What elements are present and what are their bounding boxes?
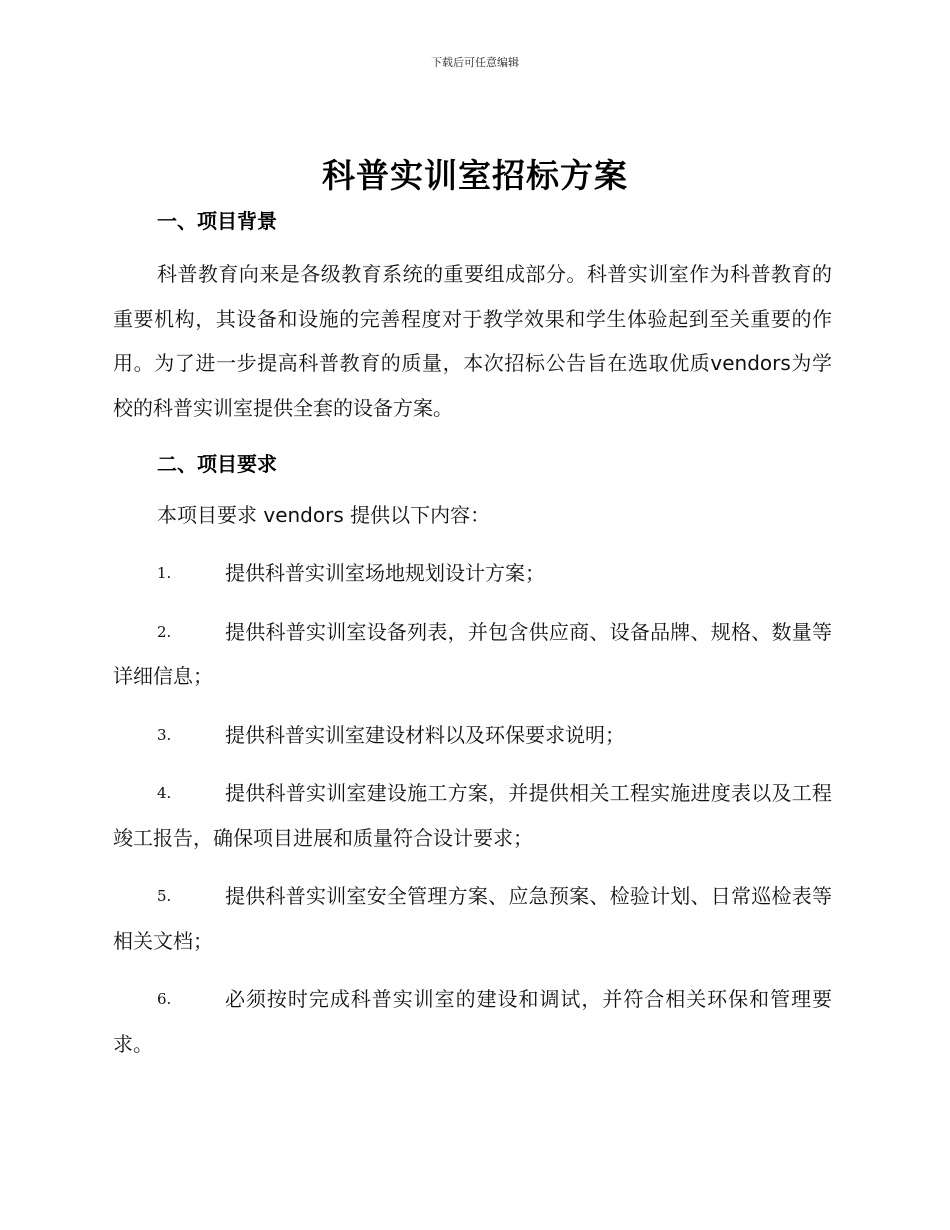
list-item — [113, 713, 832, 758]
list-item-number: 4. — [157, 784, 172, 802]
list-item-text: 提供科普实训室建设材料以及环保要求说明； — [225, 722, 625, 747]
document-title: 科普实训室招标方案 — [322, 156, 628, 195]
list-item-number: 5. — [157, 887, 172, 905]
section-heading-background: 一、项目背景 — [157, 209, 277, 233]
list-item — [113, 610, 832, 699]
list-item-text: 提供科普实训室建设施工方案，并提供相关工程实施进度表以及工程竣工报告，确保项目进展和质量符合设计要求； — [113, 781, 832, 850]
list-item — [113, 874, 832, 963]
list-item-text: 提供科普实训室场地规划设计方案； — [225, 561, 545, 585]
list-item-text: 提供科普实训室设备列表，并包含供应商、设备品牌、规格、数量等详细信息； — [113, 619, 832, 688]
list-item — [113, 551, 832, 596]
section-heading-requirements: 二、项目要求 — [157, 452, 277, 476]
requirements-list — [113, 551, 832, 1066]
document-body — [113, 205, 832, 1080]
list-item-number: 2. — [157, 622, 172, 641]
list-item — [113, 771, 832, 860]
list-item-number: 6. — [157, 990, 172, 1008]
background-paragraph: 科普教育向来是各级教育系统的重要组成部分。科普实训室作为科普教育的重要机构，其设备和设施的完善程度对于教学效果和学生体验起到至关重要的作用。为了进一步提高科普教育的质量，本次招标公告旨在选取优质vendors为学校的科普实训室提供全套的设备方案。 — [113, 262, 832, 420]
list-item-number: 3. — [157, 725, 172, 744]
list-item-text: 提供科普实训室安全管理方案、应急预案、检验计划、日常巡检表等相关文档； — [113, 884, 832, 953]
requirements-intro: 本项目要求 vendors 提供以下内容： — [157, 503, 491, 527]
list-item-number: 1. — [157, 564, 172, 582]
list-item-text: 必须按时完成科普实训室的建设和调试，并符合相关环保和管理要求。 — [113, 987, 832, 1056]
list-item — [113, 977, 832, 1066]
header-note: 下载后可任意编辑 — [431, 56, 519, 69]
